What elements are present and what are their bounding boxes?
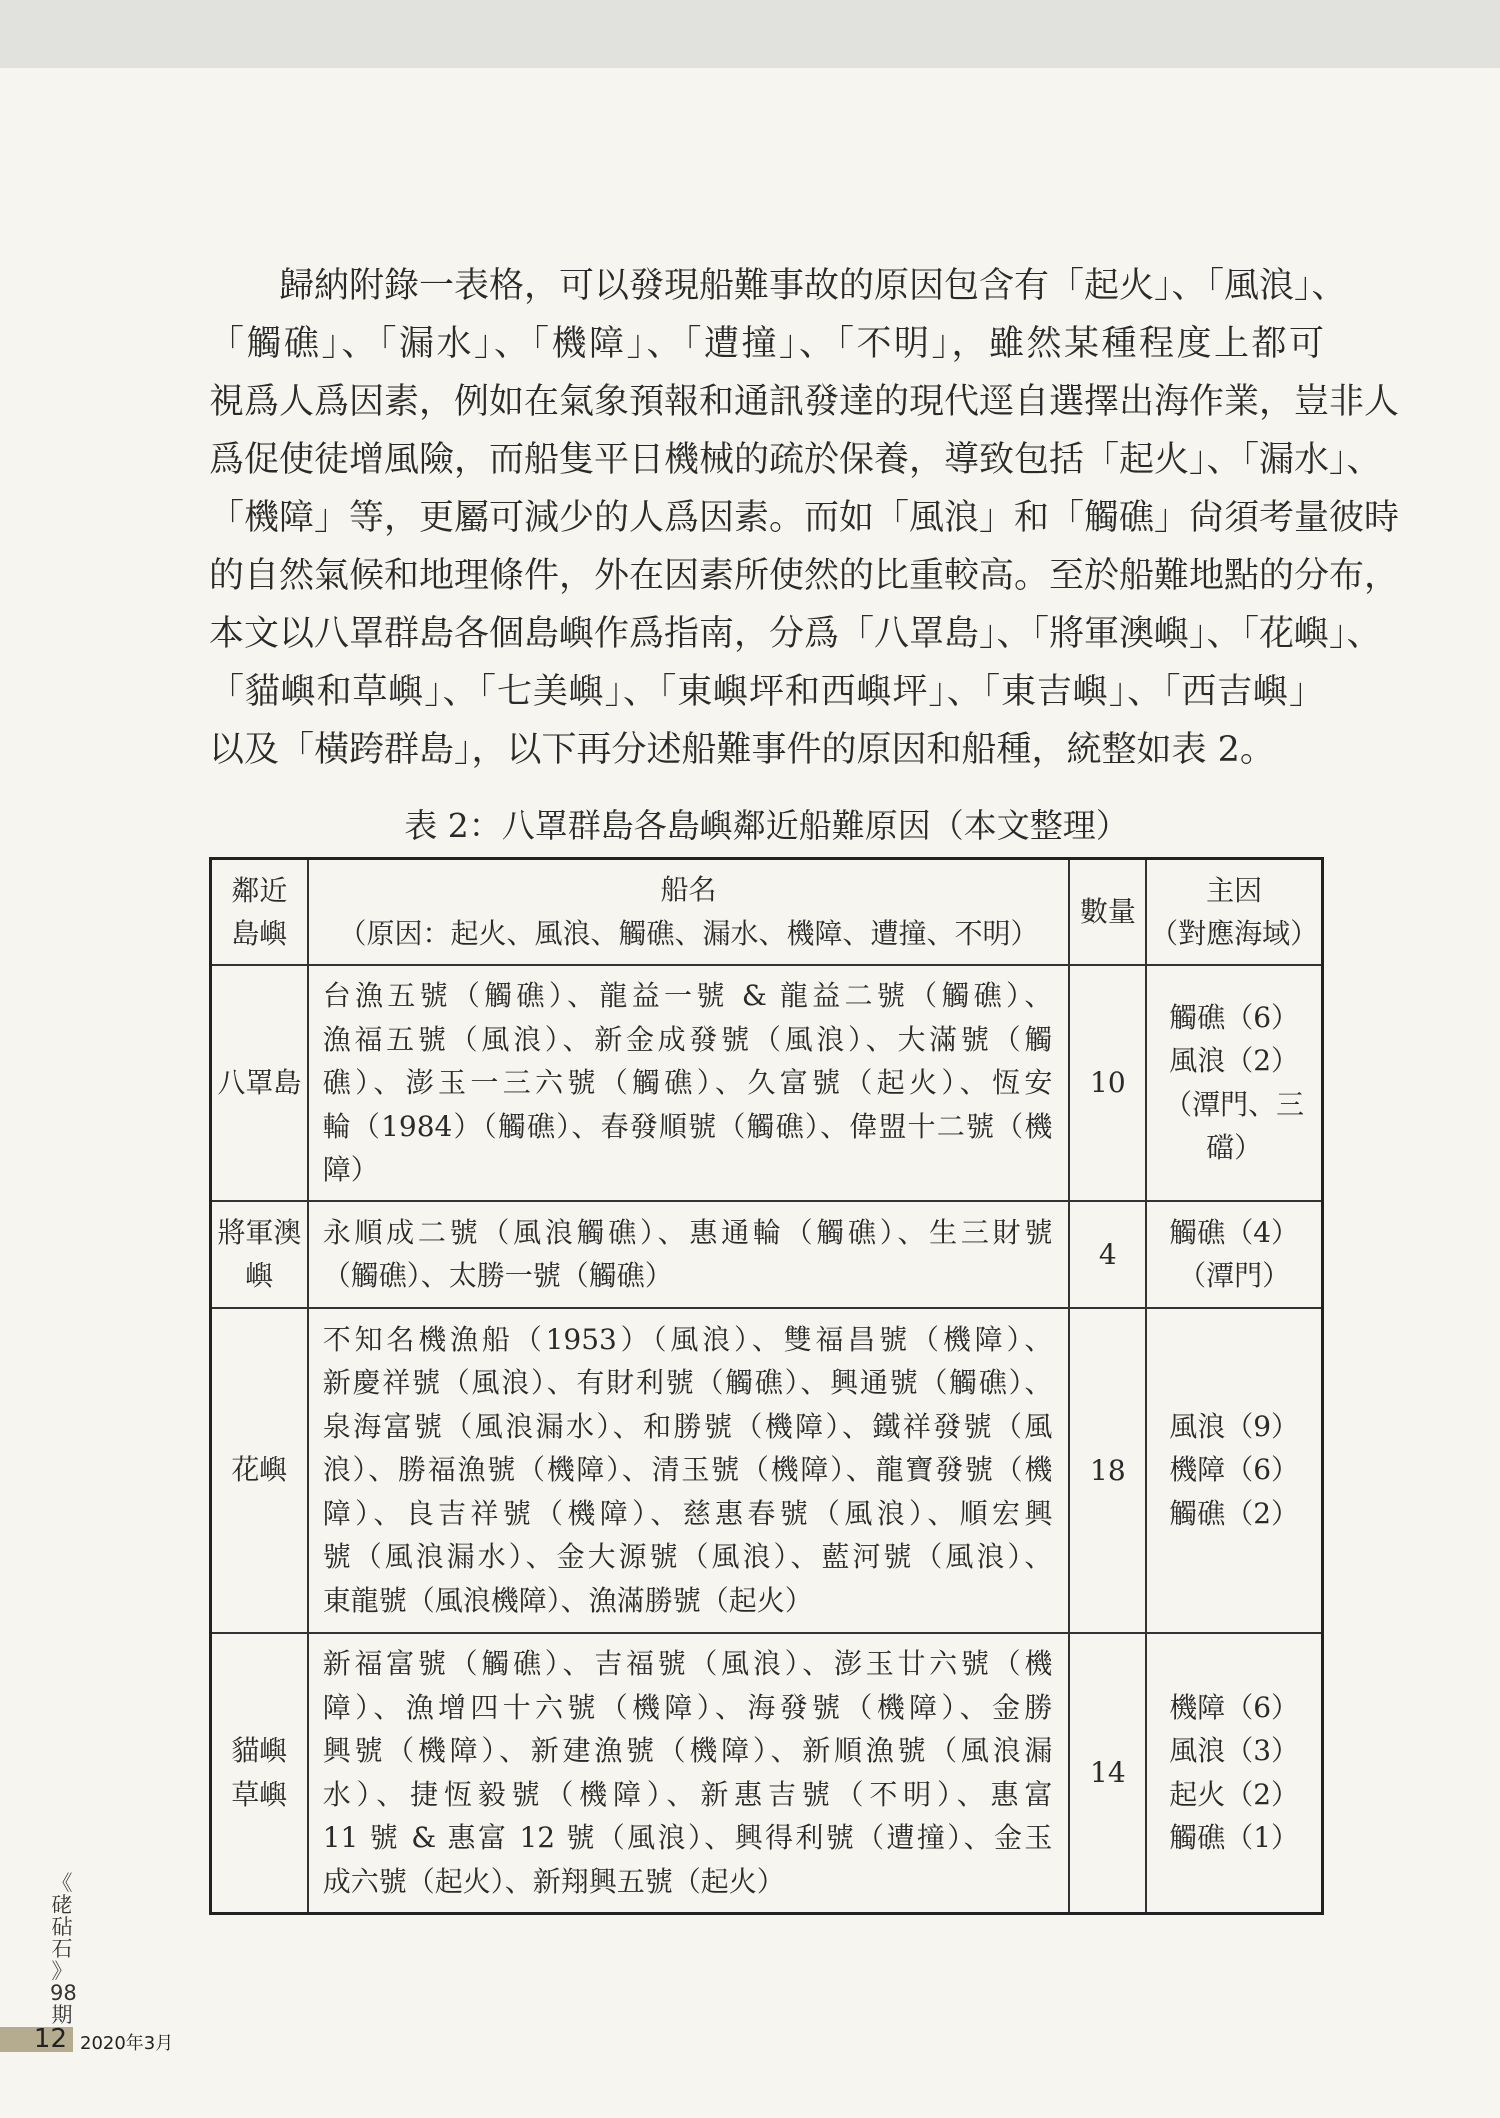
cause-line: 觸礁（4） <box>1169 1215 1300 1249</box>
paragraph-line: 「貓嶼和草嶼」、「七美嶼」、「東嶼坪和西嶼坪」、「東吉嶼」、「西吉嶼」 <box>209 672 1324 712</box>
paragraph-line: 以及「橫跨群島」，以下再分述船難事件的原因和船種，統整如表 2。 <box>209 730 1275 770</box>
cause-line: 觸礁（2） <box>1169 1496 1300 1530</box>
island-cell <box>211 1308 308 1633</box>
count-cell: 4 <box>1069 1201 1146 1308</box>
header-island-line: 島嶼 <box>231 917 288 950</box>
paragraph-line: 本文以八罩群島各個島嶼作爲指南，分爲「八罩島」、「將軍澳嶼」、「花嶼」、 <box>209 614 1382 654</box>
shipwreck-table <box>209 857 1324 1915</box>
ships-line: 新慶祥號（風浪）、有財利號（觸礁）、興通號（觸礁）、 <box>322 1366 1053 1400</box>
island-cell <box>211 1633 308 1914</box>
scan-top-margin <box>0 0 1500 68</box>
count-cell: 18 <box>1069 1308 1146 1633</box>
ships-line: 障）、漁增四十六號（機障）、海發號（機障）、金勝 <box>322 1690 1053 1724</box>
cause-line: （潭門） <box>1178 1259 1291 1292</box>
ships-cell <box>308 1633 1070 1914</box>
ships-line: 浪）、勝福漁號（機障）、清玉號（機障）、龍寶發號（機 <box>322 1453 1053 1487</box>
cause-cell <box>1146 965 1322 1201</box>
island-cell <box>211 1201 308 1308</box>
ships-line: （觸礁）、太勝一號（觸礁） <box>322 1259 673 1292</box>
count-cell: 14 <box>1069 1633 1146 1914</box>
body-paragraph <box>209 262 1400 784</box>
cause-line: 機障（6） <box>1169 1690 1300 1724</box>
cause-cell <box>1146 1201 1322 1308</box>
ships-line: 輪（1984）（觸礁）、春發順號（觸礁）、偉盟十二號（機 <box>322 1109 1053 1143</box>
page-number-badge <box>0 2024 73 2054</box>
ships-cell <box>308 1201 1070 1308</box>
journal-title-char: 98 <box>50 1981 77 2005</box>
journal-title-char: 》 <box>51 1959 73 1983</box>
header-island-line: 鄰近 <box>231 873 288 907</box>
ships-cell <box>308 965 1070 1201</box>
journal-title-char: 石 <box>51 1937 73 1961</box>
journal-title-char: 《 <box>51 1871 73 1895</box>
table-header-row <box>211 859 1323 966</box>
header-ships <box>308 859 1070 966</box>
island-cell <box>211 965 308 1201</box>
cause-cell <box>1146 1308 1322 1633</box>
header-cause-line: （對應海域） <box>1150 917 1319 950</box>
ships-line: 東龍號（風浪機障）、漁滿勝號（起火） <box>322 1583 813 1617</box>
island-name-line: 八罩島 <box>217 1066 302 1099</box>
ships-line: 水）、捷恆毅號（機障）、新惠吉號（不明）、惠富 <box>322 1777 1053 1811</box>
paragraph-line: 視爲人爲因素，例如在氣象預報和通訊發達的現代逕自選擇出海作業，豈非人 <box>209 382 1400 422</box>
island-name-line: 貓嶼 <box>231 1734 288 1768</box>
ships-line: 新福富號（觸礁）、吉福號（風浪）、澎玉廿六號（機 <box>322 1647 1053 1681</box>
ships-line: 礁）、澎玉一三六號（觸礁）、久富號（起火）、恆安 <box>322 1066 1053 1099</box>
cause-line: 風浪（9） <box>1169 1409 1300 1443</box>
cause-line: 起火（2） <box>1169 1777 1300 1811</box>
header-count: 數量 <box>1069 859 1146 966</box>
journal-title-char: 砧 <box>51 1915 73 1939</box>
count-cell: 10 <box>1069 965 1146 1201</box>
table-caption: 表 2：八罩群島各島嶼鄰近船難原因（本文整理） <box>404 806 1129 845</box>
table-row <box>211 1201 1323 1308</box>
ships-line: 號（風浪漏水）、金大源號（風浪）、藍河號（風浪）、 <box>322 1540 1053 1574</box>
table-row <box>211 1308 1323 1633</box>
header-cause-line: 主因 <box>1206 873 1263 907</box>
paragraph-line: 「觸礁」、「漏水」、「機障」、「遭撞」、「不明」，雖然某種程度上都可 <box>209 324 1324 364</box>
ships-line: 泉海富號（風浪漏水）、和勝號（機障）、鐵祥發號（風 <box>322 1409 1053 1443</box>
ships-line: 漁福五號（風浪）、新金成發號（風浪）、大滿號（觸 <box>322 1022 1053 1056</box>
cause-line: 觸礁（6） <box>1169 1000 1300 1034</box>
ships-line: 興號（機障）、新建漁號（機障）、新順漁號（風浪漏 <box>322 1734 1053 1768</box>
island-name-line: 花嶼 <box>231 1453 288 1487</box>
journal-title-vertical <box>50 1871 77 2027</box>
journal-title-char: 期 <box>51 2003 73 2027</box>
cause-line: 機障（6） <box>1169 1453 1300 1487</box>
ships-line: 11 號 & 惠富 12 號（風浪）、興得利號（遭撞）、金玉 <box>322 1821 1053 1855</box>
ships-line: 台漁五號（觸礁）、龍益一號 & 龍益二號（觸礁）、 <box>322 979 1053 1012</box>
cause-line: 觸礁（1） <box>1169 1821 1300 1855</box>
cause-line: （潭門、三礑） <box>1164 1087 1305 1165</box>
paragraph-line: 爲促使徒增風險，而船隻平日機械的疏於保養，導致包括「起火」、「漏水」、 <box>209 440 1382 480</box>
ships-line: 障） <box>322 1153 379 1186</box>
header-cause <box>1146 859 1322 966</box>
ships-line: 成六號（起火）、新翔興五號（起火） <box>322 1864 785 1898</box>
cause-line: 風浪（2） <box>1169 1044 1300 1078</box>
cause-cell <box>1146 1633 1322 1914</box>
paragraph-line: 歸納附錄一表格，可以發現船難事故的原因包含有「起火」、「風浪」、 <box>279 266 1347 306</box>
ships-cell <box>308 1308 1070 1633</box>
paragraph-line: 的自然氣候和地理條件，外在因素所使然的比重較高。至於船難地點的分布， <box>209 556 1400 596</box>
cause-line: 風浪（3） <box>1169 1734 1300 1768</box>
island-name-line: 草嶼 <box>231 1777 288 1811</box>
table-row <box>211 965 1323 1201</box>
table-row <box>211 1633 1323 1914</box>
header-ships-line: （原因：起火、風浪、觸礁、漏水、機障、遭撞、不明） <box>338 917 1039 950</box>
ships-line: 不知名機漁船（1953）（風浪）、雙福昌號（機障）、 <box>322 1322 1053 1356</box>
issue-date: 2020年3月 <box>80 2033 174 2054</box>
header-island <box>211 859 308 966</box>
page-number: 12 <box>33 2024 67 2054</box>
ships-line: 永順成二號（風浪觸礁）、惠通輪（觸礁）、生三財號 <box>322 1215 1053 1249</box>
paragraph-line: 「機障」等，更屬可減少的人爲因素。而如「風浪」和「觸礁」尙須考量彼時 <box>209 498 1400 538</box>
journal-title-char: 硓 <box>51 1893 73 1917</box>
ships-line: 障）、良吉祥號（機障）、慈惠春號（風浪）、順宏興 <box>322 1496 1053 1530</box>
header-ships-line: 船名 <box>660 873 717 906</box>
island-name-line: 將軍澳 <box>217 1215 302 1249</box>
island-name-line: 嶼 <box>245 1259 274 1292</box>
